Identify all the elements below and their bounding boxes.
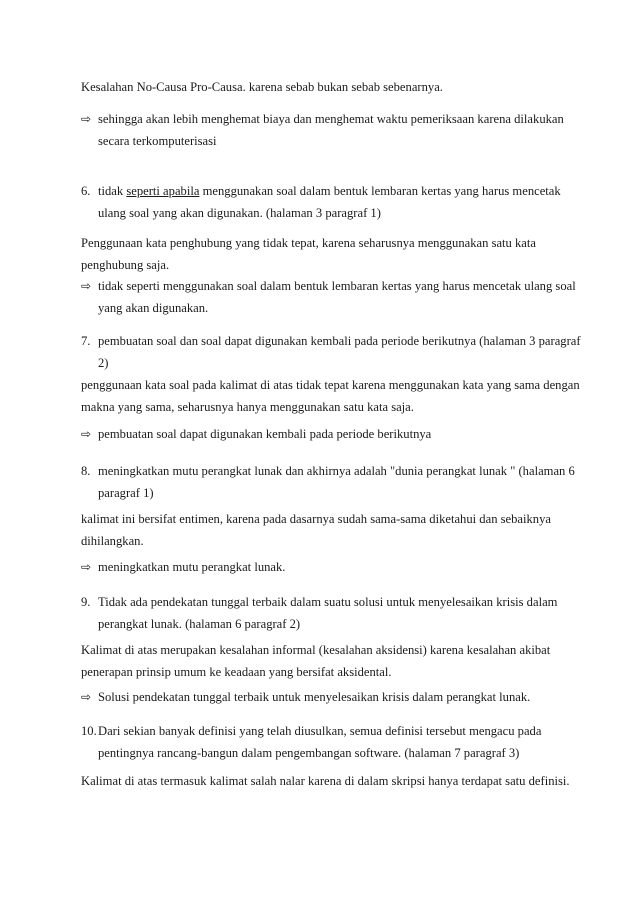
paragraph-explanation-10: Kalimat di atas termasuk kalimat salah nalar karena di dalam skripsi hanya terdapat satu definisi. [81, 774, 570, 788]
arrow-item [81, 108, 581, 152]
paragraph-explanation-8: kalimat ini bersifat entimen, karena pada dasarnya sudah sama-sama diketahui dan sebaiknya dihilangkan. [81, 512, 551, 548]
numbered-item-9 [81, 591, 581, 635]
item-text: Dari sekian banyak definisi yang telah diusulkan, semua definisi tersebut mengacu pada pentingnya rancang-bangun dalam pengembangan software. (halaman 7 paragraf 3) [98, 724, 542, 760]
item-text-pre: tidak [98, 184, 127, 198]
arrow-item [81, 686, 581, 708]
arrow-right-icon: ⇨ [81, 560, 92, 574]
arrow-item [81, 423, 581, 445]
numbered-item-8 [81, 460, 581, 504]
arrow-item-text: Solusi pendekatan tunggal terbaik untuk menyelesaikan krisis dalam perangkat lunak. [98, 690, 531, 704]
item-text: meningkatkan mutu perangkat lunak dan akhirnya adalah "dunia perangkat lunak " (halaman 6 paragraf 1) [98, 464, 575, 500]
item-number: 10. [81, 724, 97, 738]
arrow-item-text: tidak seperti menggunakan soal dalam bentuk lembaran kertas yang harus mencetak ulang soal yang akan digunakan. [98, 279, 576, 315]
item-text-underlined: seperti apabila [126, 184, 200, 198]
arrow-right-icon: ⇨ [81, 279, 92, 293]
arrow-item [81, 275, 581, 319]
numbered-item-7 [81, 330, 581, 374]
item-text: Tidak ada pendekatan tunggal terbaik dalam suatu solusi untuk menyelesaikan krisis dalam perangkat lunak. (halaman 6 paragraf 2) [98, 595, 558, 631]
paragraph-explanation-6: Penggunaan kata penghubung yang tidak tepat, karena seharusnya menggunakan satu kata penghubung saja. [81, 236, 536, 272]
item-text: pembuatan soal dan soal dapat digunakan kembali pada periode berikutnya (halaman 3 paragraf 2) [98, 334, 581, 370]
numbered-item-6 [81, 180, 581, 224]
paragraph-explanation-7: penggunaan kata soal pada kalimat di atas tidak tepat karena menggunakan kata yang sama dengan makna yang sama, seharusnya hanya menggunakan satu kata saja. [81, 378, 580, 414]
paragraph-explanation-9: Kalimat di atas merupakan kesalahan informal (kesalahan aksidensi) karena kesalahan akibat penerapan prinsip umum ke keadaan yang bersifat aksidental. [81, 643, 551, 679]
arrow-right-icon: ⇨ [81, 427, 92, 441]
arrow-item-text: pembuatan soal dapat digunakan kembali pada periode berikutnya [98, 427, 432, 441]
paragraph-no-causa: Kesalahan No-Causa Pro-Causa. karena sebab bukan sebab sebenarnya. [81, 80, 443, 94]
arrow-item [81, 556, 581, 578]
item-number: 7. [81, 334, 91, 348]
arrow-right-icon: ⇨ [81, 690, 92, 704]
arrow-item-text: sehingga akan lebih menghemat biaya dan menghemat waktu pemeriksaan karena dilakukan secara terkomputerisasi [98, 112, 564, 148]
item-text-post: menggunakan soal dalam bentuk lembaran kertas yang harus mencetak ulang soal yang akan digunakan. (halaman 3 paragraf 1) [98, 184, 561, 220]
arrow-item-text: meningkatkan mutu perangkat lunak. [98, 560, 286, 574]
item-number: 9. [81, 595, 91, 609]
item-number: 6. [81, 184, 91, 198]
numbered-item-10 [81, 720, 581, 764]
item-number: 8. [81, 464, 91, 478]
arrow-right-icon: ⇨ [81, 112, 92, 126]
